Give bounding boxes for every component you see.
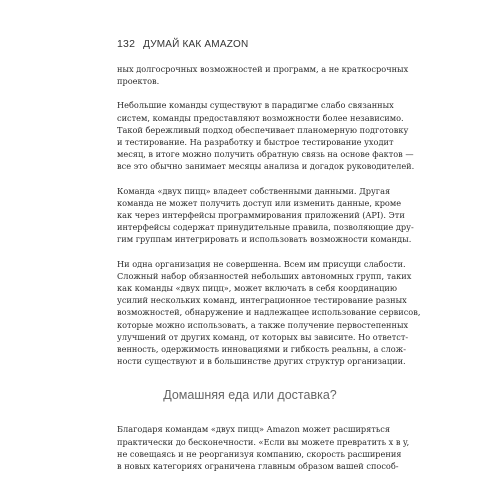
text-line: команда не может получить доступ или изменить данные, кроме	[117, 197, 402, 208]
text-line: практически до бесконечности. «Если вы можете превратить x в y,	[117, 436, 410, 447]
text-line: Команда «двух пицц» владеет собственными данными. Другая	[117, 185, 391, 196]
paragraph-2	[117, 99, 415, 172]
text-line: Благодаря командам «двух пицц» Amazon может расширяться	[117, 424, 391, 435]
book-title: ДУМАЙ КАК AMAZON	[143, 38, 249, 50]
paragraph-1	[117, 63, 409, 87]
text-line: которые можно использовать, а также получение первостепенных	[117, 319, 409, 330]
paragraph-3	[117, 185, 414, 246]
text-line: Сложный набор обязанностей небольших автономных групп, таких	[117, 270, 412, 281]
text-line: ности существуют и в большинстве других структур организации.	[117, 356, 406, 367]
text-line: как команды «двух пицц», может включать в себя координацию	[117, 283, 397, 294]
body-text	[117, 63, 421, 484]
text-line: месяц, в итоге можно получить обратную связь на основе фактов —	[117, 149, 414, 160]
text-line: усилий нескольких команд, интеграционное тестирование разных	[117, 295, 407, 306]
text-line: ных долгосрочных возможностей и программ, а не краткосрочных	[117, 64, 409, 74]
text-line: все это обычно занимает месяцы анализа и догадок руководителей.	[117, 161, 415, 172]
text-line: проектов.	[117, 76, 160, 87]
text-line: систем, команды предоставляют возможности более независимо.	[117, 112, 404, 123]
text-line: венность, одержимость инновациями и гибкость реальны, а слож-	[117, 344, 406, 355]
text-line: интерфейсы содержат принудительные правила, позволяющие дру-	[117, 222, 414, 233]
text-line: Такой бережливый подход обеспечивает планомерную подготовку	[117, 124, 409, 135]
text-line: не совещаясь и не реорганизуя компанию, скорость расширения	[117, 448, 402, 459]
text-line: Небольшие команды существуют в парадигме слабо связанных	[117, 100, 394, 111]
section-heading: Домашняя еда или доставка?	[163, 388, 337, 403]
text-line: гим группам интегрировать и использовать возможности команды.	[117, 234, 412, 245]
text-line: улучшений от других команд, от которых вы зависите. Но ответст-	[117, 331, 409, 342]
paragraph-5	[117, 423, 410, 472]
text-line: возможностей, обнаружение и надлежащее использование сервисов,	[117, 307, 421, 318]
running-head	[117, 37, 248, 51]
text-line: в новых категориях ограничена главным образом вашей способ-	[117, 461, 399, 472]
paragraph-4	[117, 258, 421, 368]
text-line: и тестирование. На разработку и быстрое тестирование уходит	[117, 137, 394, 148]
page-number: 132	[117, 38, 136, 50]
text-line: Ни одна организация не совершенна. Всем им присущи слабости.	[117, 258, 406, 269]
text-line: как через интерфейсы программирования приложений (API). Эти	[117, 210, 405, 221]
